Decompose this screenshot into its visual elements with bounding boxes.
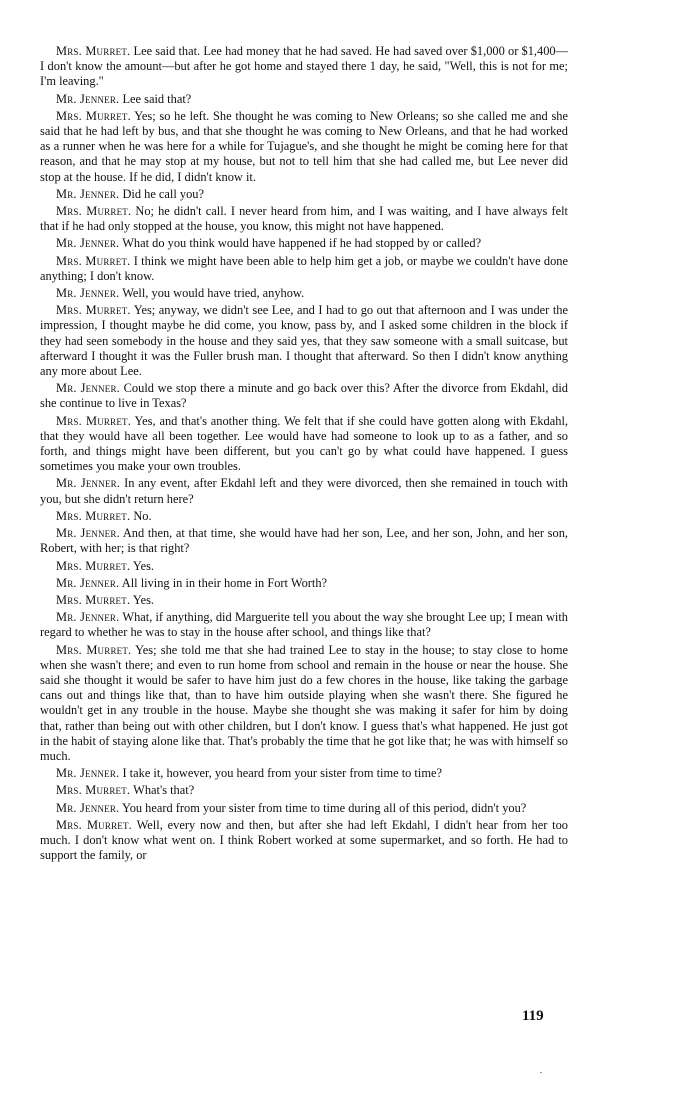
speaker-name: Mr. Jenner. — [56, 575, 120, 590]
testimony-text: What's that? — [133, 783, 195, 798]
testimony-paragraph — [40, 610, 568, 640]
testimony-text: You heard from your sister from time to time during all of this period, didn't you? — [121, 800, 527, 815]
testimony-text: Could we stop there a minute and go back over this? After the divorce from Ekdahl, did she continue to live in Texas? — [40, 381, 568, 411]
testimony-paragraph — [40, 414, 568, 475]
testimony-text: Yes; she told me that she had trained Lee to stay in the house; to stay close to home when she wasn't there; and even to run home from school and remain in the house or near the house. She said she thought it would be safer to have him just do a few chores in the house, like taking the garbage cans out and things like that, than to have him outside playing when she wasn't there. She figured he wouldn't get in any trouble in the house. Maybe she thought she was making it safer for him by doing that, rather than being out with other children, but I don't know. I guess that's what happened. He just got in the habit of staying alone like that. That's probably the time that he got like that; he was with himself so much. — [40, 642, 568, 763]
testimony-paragraph — [40, 381, 568, 411]
speaker-name: Mrs. Murret. — [56, 413, 132, 428]
speaker-name: Mrs. Murret. — [56, 253, 131, 268]
transcript-page — [40, 44, 568, 865]
testimony-text: Yes; anyway, we didn't see Lee, and I had to go out that afternoon and I was under the impression, I thought maybe he did come, you know, pass by, and I asked some children in the block if they had seen somebody in the house and they said yes, that they saw someone with a small suitcase, but afterward I thought it was the Fuller brush man. I thought that afterward. So then I didn't know anything any more about Lee. — [40, 303, 568, 379]
speaker-name: Mr. Jenner. — [56, 286, 120, 301]
speaker-name: Mr. Jenner. — [56, 381, 120, 396]
testimony-text: No; he didn't call. I never heard from him, and I was waiting, and I have always felt that if he had only stopped at the house, you know, this might not have happened. — [40, 204, 568, 234]
testimony-paragraph — [40, 92, 568, 107]
testimony-paragraph — [40, 509, 568, 524]
testimony-text: What do you think would have happened if he had stopped by or called? — [122, 236, 482, 251]
testimony-paragraph — [40, 643, 568, 765]
speaker-name: Mrs. Murret. — [56, 108, 131, 123]
testimony-paragraph — [40, 303, 568, 379]
testimony-text: Yes. — [132, 558, 155, 573]
testimony-paragraph — [40, 593, 568, 608]
testimony-paragraph — [40, 236, 568, 251]
speaker-name: Mrs. Murret. — [56, 44, 131, 58]
speaker-name: Mr. Jenner. — [56, 186, 120, 201]
testimony-paragraph — [40, 44, 568, 90]
testimony-paragraph — [40, 559, 568, 574]
testimony-paragraph — [40, 801, 568, 816]
testimony-paragraph — [40, 783, 568, 798]
testimony-text: All living in in their home in Fort Worth? — [121, 575, 328, 590]
testimony-paragraph — [40, 476, 568, 506]
testimony-text: No. — [133, 508, 152, 523]
testimony-paragraph — [40, 576, 568, 591]
testimony-text: Did he call you? — [122, 186, 204, 201]
testimony-text: What, if anything, did Marguerite tell you about the way she brought Lee up; I mean with regard to whether he was to stay in the house after school, and things like that? — [40, 610, 568, 640]
testimony-paragraph — [40, 109, 568, 185]
speaker-name: Mr. Jenner. — [56, 610, 120, 625]
testimony-paragraph — [40, 187, 568, 202]
speaker-name: Mrs. Murret. — [56, 558, 131, 573]
speaker-name: Mrs. Murret. — [56, 642, 132, 657]
testimony-paragraph — [40, 286, 568, 301]
speaker-name: Mrs. Murret. — [56, 817, 132, 832]
testimony-paragraph — [40, 766, 568, 781]
testimony-text: I think we might have been able to help him get a job, or maybe we couldn't have done anything; I don't know. — [40, 253, 568, 283]
speaker-name: Mr. Jenner. — [56, 766, 120, 781]
testimony-text: Lee said that? — [122, 91, 192, 106]
testimony-text: Yes; so he left. She thought he was coming to New Orleans; so she called me and she said that he had left by bus, and that she thought he was coming to New Orleans, and that he had worked as a runner when he was here for a while for Tujague's, and she thought he might be coming here for that reason, and that he may stop at my house, but not to tell him that she had called me, but Lee never did stop at the house. If he did, I didn't know it. — [40, 108, 568, 184]
speaker-name: Mr. Jenner. — [56, 91, 120, 106]
testimony-paragraph — [40, 818, 568, 864]
testimony-text: Lee said that. Lee had money that he had saved. He had saved over $1,000 or $1,400—I don't know the amount—but after he got home and stayed there 1 day, he said, "Well, this is not for me; I'm leaving." — [40, 44, 568, 89]
speaker-name: Mrs. Murret. — [56, 204, 132, 219]
testimony-paragraph — [40, 254, 568, 284]
speaker-name: Mr. Jenner. — [56, 476, 121, 491]
testimony-paragraph — [40, 204, 568, 234]
speaker-name: Mrs. Murret. — [56, 303, 131, 318]
testimony-text: Yes, and that's another thing. We felt that if she could have gotten along with Ekdahl, that they would have all been together. Lee would have had someone to look up to as a father, and so forth, and things might have been different, but you can't go by what could have happened. I guess sometimes you make your own troubles. — [40, 413, 568, 474]
testimony-text: In any event, after Ekdahl left and they were divorced, then she remained in touch with you, but she didn't return here? — [40, 476, 569, 506]
testimony-text: Well, you would have tried, anyhow. — [122, 286, 305, 301]
testimony-paragraph — [40, 526, 568, 556]
speaker-name: Mrs. Murret. — [56, 783, 131, 798]
speaker-name: Mr. Jenner. — [56, 526, 120, 541]
speaker-name: Mr. Jenner. — [56, 800, 120, 815]
testimony-text: Yes. — [132, 592, 155, 607]
speaker-name: Mr. Jenner. — [56, 236, 120, 251]
testimony-text: I take it, however, you heard from your sister from time to time? — [122, 766, 442, 781]
page-number: 119 — [522, 1008, 544, 1024]
testimony-text: And then, at that time, she would have had her son, Lee, and her son, John, and her son, Robert, with her; is that right? — [40, 526, 568, 556]
testimony-text: Well, every now and then, but after she had left Ekdahl, I didn't hear from her too much. I don't know what went on. I think Robert worked at some supermarket, and so forth. He had to support the family, or — [40, 817, 568, 863]
speaker-name: Mrs. Murret. — [56, 592, 131, 607]
speaker-name: Mrs. Murret. — [56, 508, 131, 523]
scan-speck — [540, 1072, 542, 1073]
